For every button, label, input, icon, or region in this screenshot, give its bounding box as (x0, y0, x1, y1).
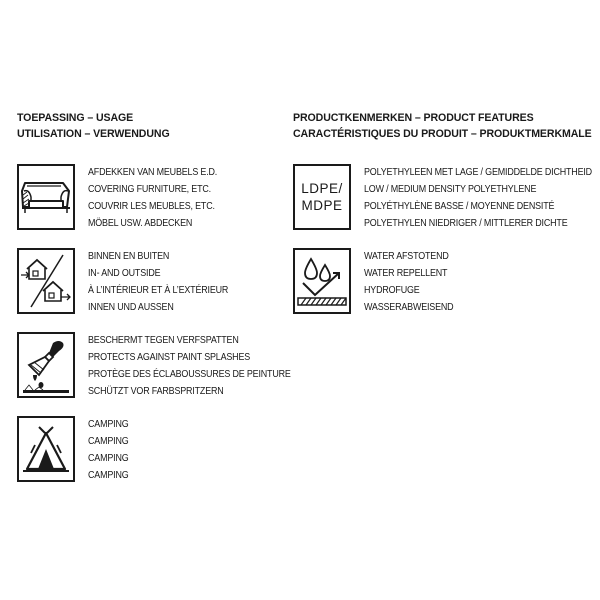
usage-heading-line-2: UTILISATION – VERWENDUNG (17, 128, 170, 140)
usage-line: BESCHERMT TEGEN VERFSPATTEN (88, 335, 239, 346)
usage-line: CAMPING (88, 453, 129, 464)
feature-item-water-repellent (293, 248, 593, 317)
usage-line: IN- AND OUTSIDE (88, 268, 161, 279)
ldpe-mdpe-label-icon (293, 164, 351, 230)
usage-line: AFDEKKEN VAN MEUBELS E.D. (88, 167, 218, 178)
feature-item-polyethylene (293, 164, 593, 233)
ldpe-label: LDPE/ (301, 181, 343, 196)
water-repellent-icon (293, 248, 351, 314)
feature-line: HYDROFUGE (364, 285, 420, 296)
usage-item-paint (17, 332, 291, 401)
mdpe-label: MDPE (301, 198, 343, 213)
usage-item-indoor-outdoor (17, 248, 287, 317)
usage-line: INNEN UND AUSSEN (88, 302, 174, 313)
feature-line: WASSERABWEISEND (364, 302, 454, 313)
usage-line: À L’INTÉRIEUR ET À L’EXTÉRIEUR (88, 285, 229, 296)
usage-line: BINNEN EN BUITEN (88, 251, 170, 262)
usage-line: PROTECTS AGAINST PAINT SPLASHES (88, 352, 251, 363)
usage-section (17, 110, 291, 500)
feature-line: LOW / MEDIUM DENSITY POLYETHYLENE (364, 184, 537, 195)
indoor-outdoor-house-icon (17, 248, 75, 314)
paint-brush-icon (17, 332, 75, 398)
usage-line: CAMPING (88, 419, 129, 430)
tent-icon (17, 416, 75, 482)
usage-line: PROTÈGE DES ÉCLABOUSSURES DE PEINTURE (88, 369, 291, 380)
usage-line: COVERING FURNITURE, ETC. (88, 184, 211, 195)
usage-line: SCHÜTZT VOR FARBSPRITZERN (88, 386, 224, 397)
feature-line: WATER AFSTOTEND (364, 251, 449, 262)
usage-line: CAMPING (88, 470, 129, 481)
usage-line: COUVRIR LES MEUBLES, ETC. (88, 201, 215, 212)
feature-line: POLYÉTHYLÈNE BASSE / MOYENNE DENSITÉ (364, 201, 555, 212)
features-heading-line-1: PRODUCTKENMERKEN – PRODUCT FEATURES (293, 112, 534, 124)
features-heading-line-2: CARACTÉRISTIQUES DU PRODUIT – PRODUKTMERKMALE (293, 128, 592, 140)
features-section (293, 110, 593, 332)
feature-line: POLYETHYLEEN MET LAGE / GEMIDDELDE DICHTHEID (364, 167, 592, 178)
feature-line: WATER REPELLENT (364, 268, 448, 279)
usage-item-camping (17, 416, 287, 485)
usage-line: MÖBEL USW. ABDECKEN (88, 218, 193, 229)
usage-item-furniture (17, 164, 287, 233)
feature-line: POLYETHYLEN NIEDRIGER / MITTLERER DICHTE (364, 218, 568, 229)
usage-line: CAMPING (88, 436, 129, 447)
sofa-cover-icon (17, 164, 75, 230)
usage-heading-line-1: TOEPASSING – USAGE (17, 112, 134, 124)
